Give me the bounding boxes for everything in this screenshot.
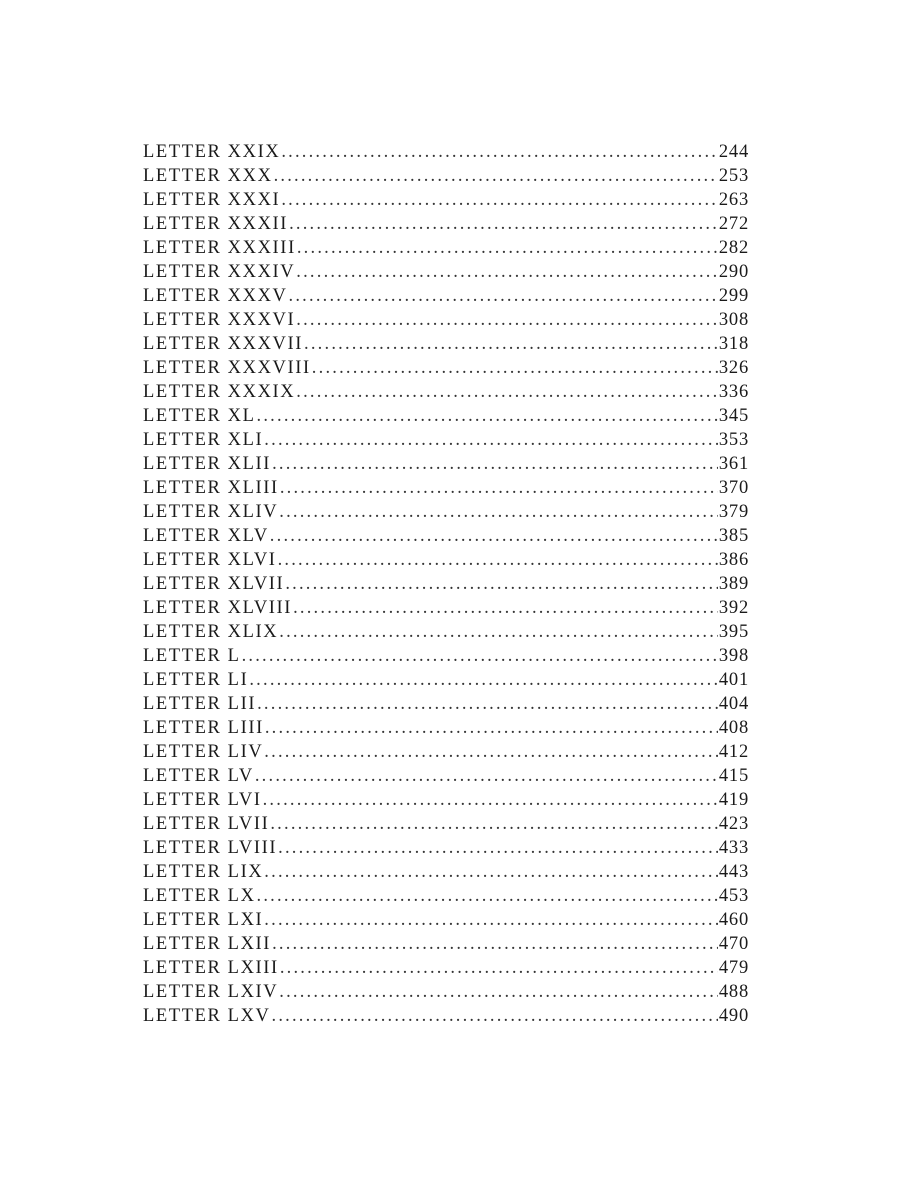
dot-leader [304,332,718,356]
toc-entry-page-number: 412 [718,742,749,762]
toc-entry-title: LETTER LVII [143,814,270,834]
toc-entry-page-number: 395 [718,622,749,642]
toc-entry-title: LETTER LXIV [143,982,279,1002]
toc-entry-page-number: 282 [718,238,749,258]
toc-entry[interactable] [143,476,749,500]
toc-entry-page-number: 353 [718,430,749,450]
toc-entry-title: LETTER XLIV [143,502,279,522]
dot-leader [281,140,718,164]
toc-entry-title: LETTER LII [143,694,257,714]
dot-leader [278,548,718,572]
toc-entry-title: LETTER XXXII [143,214,289,234]
dot-leader [257,404,718,428]
dot-leader [279,500,718,524]
toc-entry[interactable] [143,500,749,524]
toc-entry[interactable] [143,716,749,740]
toc-entry-page-number: 423 [718,814,749,834]
toc-entry[interactable] [143,884,749,908]
toc-entry[interactable] [143,788,749,812]
dot-leader [257,692,718,716]
toc-entry-page-number: 408 [718,718,749,738]
toc-entry-page-number: 392 [718,598,749,618]
dot-leader [264,740,718,764]
toc-entry-title: LETTER XLV [143,526,269,546]
toc-entry[interactable] [143,428,749,452]
toc-entry-page-number: 272 [718,214,749,234]
toc-entry[interactable] [143,260,749,284]
dot-leader [263,788,718,812]
toc-entry-title: LETTER XL [143,406,256,426]
toc-entry[interactable] [143,932,749,956]
dot-leader [293,596,718,620]
toc-entry[interactable] [143,380,749,404]
toc-entry-page-number: 386 [718,550,749,570]
toc-entry-title: LETTER XXXIII [143,238,296,258]
toc-entry-title: LETTER XXXIV [143,262,296,282]
toc-entry-page-number: 336 [718,382,749,402]
toc-entry[interactable] [143,236,749,260]
toc-entry-page-number: 389 [718,574,749,594]
dot-leader [289,212,718,236]
dot-leader [255,764,718,788]
toc-entry-title: LETTER XLVI [143,550,277,570]
toc-entry-title: LETTER LI [143,670,249,690]
toc-entry-title: LETTER XLVIII [143,598,293,618]
toc-entry-title: LETTER XLIII [143,478,279,498]
dot-leader [264,908,718,932]
toc-entry[interactable] [143,644,749,668]
toc-entry-page-number: 488 [718,982,749,1002]
dot-leader [272,452,718,476]
toc-entry[interactable] [143,740,749,764]
toc-entry[interactable] [143,284,749,308]
toc-entry[interactable] [143,572,749,596]
toc-entry-title: LETTER XXXVIII [143,358,311,378]
toc-entry-page-number: 385 [718,526,749,546]
dot-leader [278,836,718,860]
toc-entry-title: LETTER XXXV [143,286,288,306]
dot-leader [274,164,718,188]
toc-entry-page-number: 470 [718,934,749,954]
toc-entry[interactable] [143,332,749,356]
toc-entry-title: LETTER L [143,646,241,666]
toc-entry-page-number: 326 [718,358,749,378]
toc-entry-title: LETTER XLIX [143,622,279,642]
toc-entry-title: LETTER LIV [143,742,264,762]
toc-entry-page-number: 401 [718,670,749,690]
toc-entry-page-number: 299 [718,286,749,306]
toc-entry-title: LETTER LXIII [143,958,279,978]
toc-entry-page-number: 415 [718,766,749,786]
toc-entry[interactable] [143,812,749,836]
dot-leader [264,428,718,452]
toc-entry-title: LETTER LVI [143,790,262,810]
toc-entry[interactable] [143,1004,749,1028]
toc-entry-title: LETTER LXI [143,910,264,930]
dot-leader [312,356,718,380]
toc-entry-title: LETTER LIX [143,862,264,882]
dot-leader [272,1004,718,1028]
toc-entry-title: LETTER XXXVII [143,334,304,354]
toc-entry[interactable] [143,212,749,236]
toc-entry-page-number: 308 [718,310,749,330]
toc-entry-page-number: 370 [718,478,749,498]
dot-leader [285,572,718,596]
dot-leader [297,236,718,260]
toc-entry-title: LETTER LXII [143,934,272,954]
toc-entry[interactable] [143,308,749,332]
dot-leader [296,380,718,404]
dot-leader [242,644,718,668]
dot-leader [279,620,718,644]
dot-leader [280,476,718,500]
toc-entry-title: LETTER LX [143,886,256,906]
toc-entry[interactable] [143,548,749,572]
toc-entry-title: LETTER LV [143,766,254,786]
dot-leader [289,284,718,308]
toc-entry[interactable] [143,692,749,716]
toc-entry[interactable] [143,836,749,860]
toc-entry[interactable] [143,524,749,548]
dot-leader [270,812,717,836]
dot-leader [249,668,718,692]
toc-entry[interactable] [143,356,749,380]
toc-entry[interactable] [143,404,749,428]
toc-entry[interactable] [143,596,749,620]
toc-entry-title: LETTER XXXI [143,190,281,210]
toc-entry-page-number: 490 [718,1006,749,1026]
dot-leader [281,188,718,212]
toc-entry-page-number: 379 [718,502,749,522]
toc-entry[interactable] [143,764,749,788]
toc-entry[interactable] [143,140,749,164]
toc-entry-title: LETTER XLI [143,430,264,450]
toc-entry-page-number: 398 [718,646,749,666]
dot-leader [280,956,718,980]
toc-entry-page-number: 419 [718,790,749,810]
toc-entry-title: LETTER XXXIX [143,382,296,402]
toc-entry-page-number: 460 [718,910,749,930]
toc-entry[interactable] [143,956,749,980]
toc-entry-title: LETTER LXV [143,1006,271,1026]
dot-leader [270,524,718,548]
toc-entry[interactable] [143,620,749,644]
toc-entry-page-number: 244 [718,142,749,162]
toc-entry[interactable] [143,860,749,884]
toc-entry-title: LETTER XXXVI [143,310,296,330]
toc-entry-page-number: 318 [718,334,749,354]
toc-entry-page-number: 290 [718,262,749,282]
toc-entry-title: LETTER LIII [143,718,264,738]
dot-leader [296,260,718,284]
table-of-contents [143,140,749,1028]
dot-leader [272,932,718,956]
toc-entry[interactable] [143,908,749,932]
dot-leader [264,860,718,884]
toc-entry-title: LETTER XLVII [143,574,285,594]
toc-entry-page-number: 453 [718,886,749,906]
toc-entry-page-number: 443 [718,862,749,882]
toc-entry-page-number: 361 [718,454,749,474]
toc-entry-page-number: 263 [718,190,749,210]
toc-entry-page-number: 345 [718,406,749,426]
toc-entry[interactable] [143,164,749,188]
toc-entry[interactable] [143,668,749,692]
toc-entry-title: LETTER XXX [143,166,273,186]
dot-leader [296,308,718,332]
toc-entry[interactable] [143,452,749,476]
toc-entry-page-number: 433 [718,838,749,858]
toc-entry[interactable] [143,188,749,212]
dot-leader [257,884,718,908]
toc-entry-title: LETTER XXIX [143,142,281,162]
toc-entry-title: LETTER XLII [143,454,272,474]
toc-entry-title: LETTER LVIII [143,838,278,858]
dot-leader [279,980,718,1004]
dot-leader [265,716,718,740]
toc-entry-page-number: 479 [718,958,749,978]
toc-entry-page-number: 253 [718,166,749,186]
toc-entry[interactable] [143,980,749,1004]
toc-entry-page-number: 404 [718,694,749,714]
